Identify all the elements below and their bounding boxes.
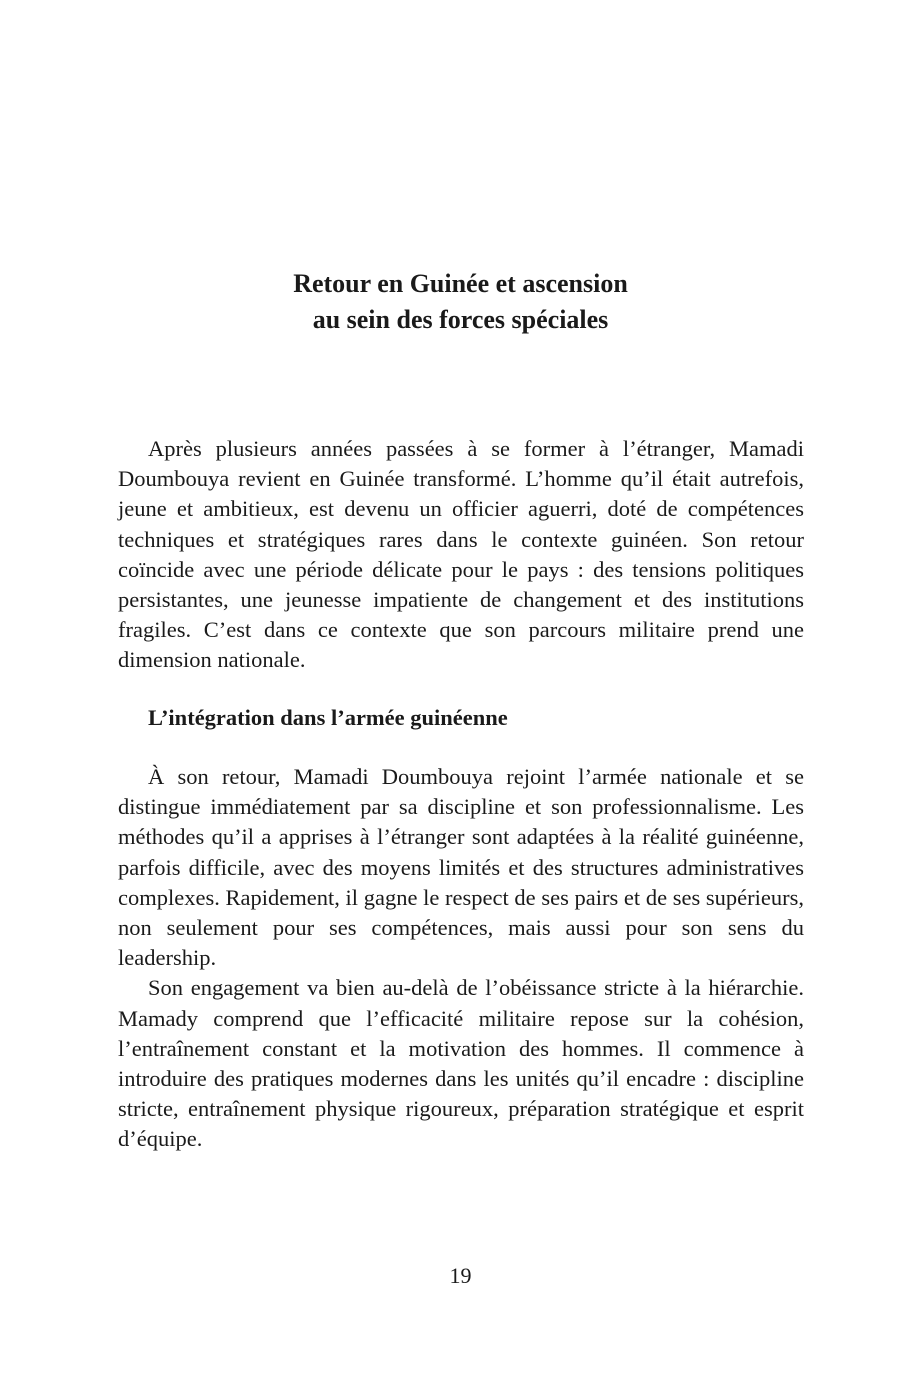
chapter-title [0, 266, 921, 338]
intro-paragraph: Après plusieurs années passées à se former à l’étranger, Mamadi Doumbouya revient en Guinée transformé. L’homme qu’il était autrefois, jeune et ambitieux, est devenu un officier aguerri, doté de compétences techniques et stratégiques rares dans le contexte guinéen. Son retour coïncide avec une période délicate pour le pays : des tensions politiques persistantes, une jeunesse impatiente de changement et des institutions fragiles. C’est dans ce contexte que son parcours militaire prend une dimension nationale. [118, 436, 804, 673]
section-paragraph-1: À son retour, Mamadi Doumbouya rejoint l’armée nationale et se distingue immédiatement par sa discipline et son professionnalisme. Les méthodes qu’il a apprises à l’étranger sont adaptées à la réalité guinéenne, parfois difficile, avec des moyens limités et des structures administratives complexes. Rapidement, il gagne le respect de ses pairs et de ses supérieurs, non seulement pour ses compétences, mais aussi pour son sens du leadership. [118, 764, 804, 971]
chapter-title-line-1: Retour en Guinée et ascension [293, 269, 628, 298]
intro-text [118, 434, 804, 676]
section-paragraph-2: Son engagement va bien au-delà de l’obéissance stricte à la hiérarchie. Mamady comprend que l’efficacité militaire repose sur la cohésion, l’entraînement constant et la motivation des hommes. Il commence à introduire des pratiques modernes dans les unités qu’il encadre : discipline stricte, entraînement physique rigoureux, préparation stratégique et esprit d’équipe. [118, 975, 804, 1152]
chapter-title-line-2: au sein des forces spéciales [312, 305, 609, 334]
section-heading: L’intégration dans l’armée guinéenne [148, 705, 508, 730]
page-number: 19 [449, 1263, 472, 1288]
section-text [118, 762, 804, 1155]
